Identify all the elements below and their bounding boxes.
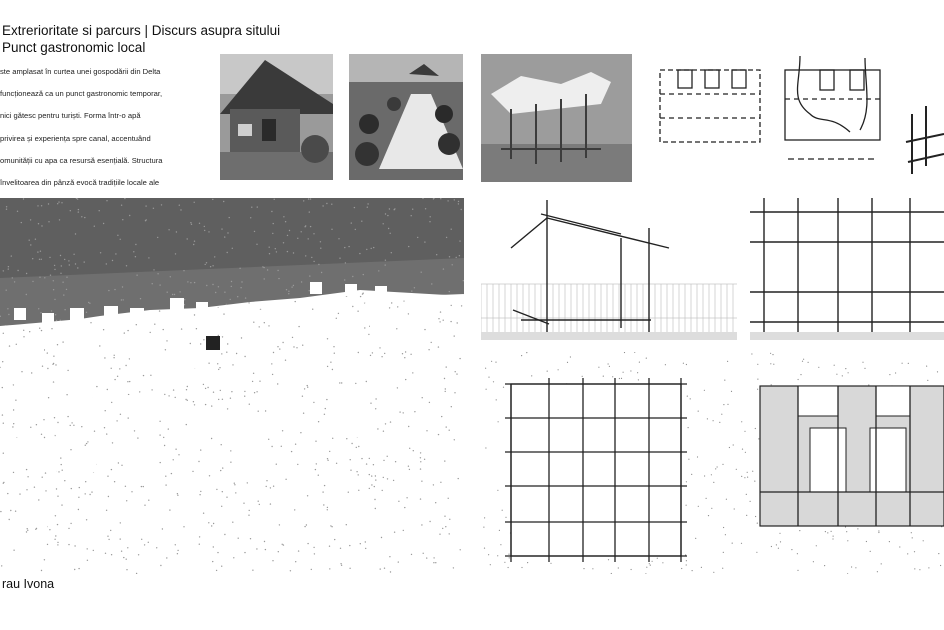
- plan-sketch: [660, 70, 760, 142]
- title-line-2: Punct gastronomic local: [2, 40, 146, 55]
- description-line: privirea și experiența spre canal, accentuând: [0, 133, 151, 143]
- pavilion-model-photo: [481, 54, 632, 182]
- pavilion-floor-plan: [740, 352, 944, 574]
- title-line-1: Extrerioritate si parcurs | Discurs asupra sitului: [2, 23, 281, 38]
- plan-sketch-with-paths: [785, 56, 880, 159]
- sketch-plans: [650, 54, 944, 182]
- page-title: [2, 22, 332, 56]
- stippled-site-plan: [0, 198, 464, 574]
- description-line: învelitoarea din pânză evocă tradițiile locale ale: [0, 178, 160, 188]
- description-line: funcționează ca un punct gastronomic temporar,: [0, 89, 163, 99]
- description-line: omunității cu apa ca resursă esențială. Structura: [0, 155, 163, 165]
- pavilion-structure-plan: [481, 352, 737, 574]
- description-line: nici gătesc pentru turiști. Forma într-o apă: [0, 111, 141, 121]
- communal-dinner-photo: [349, 54, 463, 180]
- pavilion-elevation-drawing: [750, 198, 944, 340]
- description-line: ste amplasat în curtea unei gospodării din Delta: [0, 67, 161, 77]
- thatched-house-photo: [220, 54, 333, 180]
- pavilion-section-drawing: [481, 198, 737, 340]
- axonometric-sketch: [906, 106, 944, 174]
- author-name: rau Ivona: [2, 577, 55, 591]
